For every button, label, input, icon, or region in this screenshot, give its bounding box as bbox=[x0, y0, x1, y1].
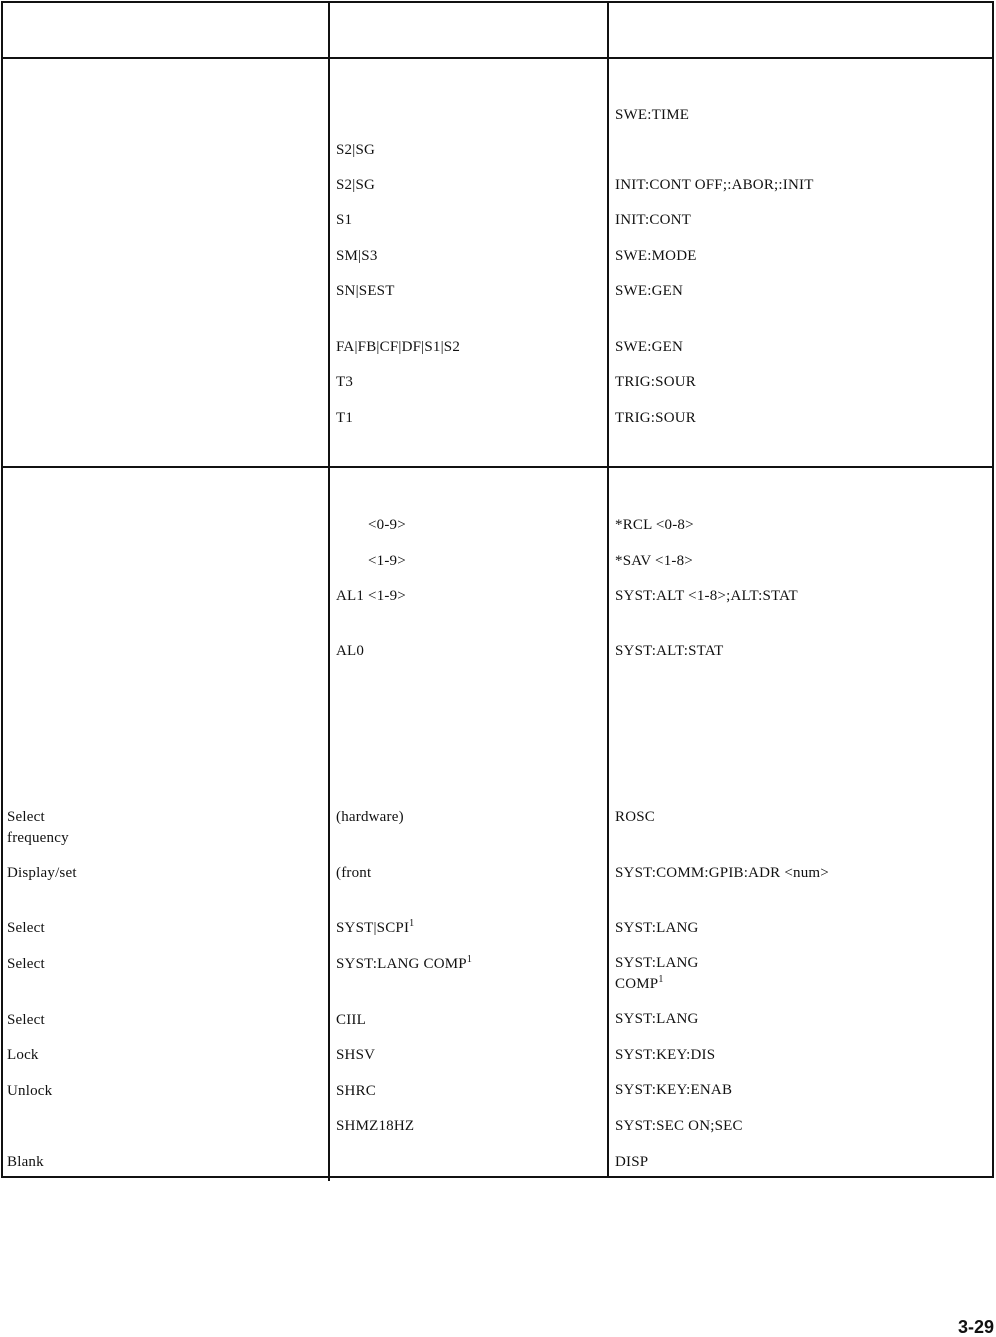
cell-r18-c3: SYST:LANG bbox=[615, 1011, 699, 1027]
cell-r22-c1: Blank bbox=[7, 1154, 44, 1170]
cell-r5-c3: SWE:MODE bbox=[615, 248, 697, 264]
table-border-right bbox=[992, 1, 994, 1178]
table-border-left bbox=[1, 1, 3, 1178]
cell-r18-c2: CIIL bbox=[336, 1012, 366, 1028]
cell-r21-c3: SYST:SEC ON;SEC bbox=[615, 1118, 743, 1134]
table-border-bottom bbox=[1, 1176, 994, 1178]
cell-r8-c3: TRIG:SOUR bbox=[615, 374, 696, 390]
footnote-marker: 1 bbox=[658, 974, 664, 985]
cell-r1-c3: SWE:TIME bbox=[615, 107, 690, 123]
cell-r4-c3: INIT:CONT bbox=[615, 212, 692, 228]
cell-r16-c2-text: SYST|SCPI bbox=[336, 920, 410, 936]
cell-r13-c3: SYST:ALT:STAT bbox=[615, 643, 724, 659]
cell-r14-c3: ROSC bbox=[615, 809, 655, 825]
cell-r14-c2: (hardware) bbox=[336, 809, 404, 825]
column-divider-1 bbox=[328, 1, 330, 1181]
cell-r19-c3: SYST:KEY:DIS bbox=[615, 1047, 716, 1063]
cell-r5-c2: SM|S3 bbox=[336, 248, 378, 264]
cell-r14-c1b: frequency bbox=[7, 830, 69, 846]
cell-r12-c2: AL1 <1-9> bbox=[336, 588, 406, 604]
cell-r18-c1: Select bbox=[7, 1012, 45, 1028]
cell-r13-c2: AL0 bbox=[336, 643, 365, 659]
cell-r20-c2: SHRC bbox=[336, 1083, 376, 1099]
cell-r10-c3: *RCL <0-8> bbox=[615, 517, 694, 533]
cell-r21-c2: SHMZ18HZ bbox=[336, 1118, 415, 1134]
page-number: 3-29 bbox=[957, 1317, 994, 1337]
command-table bbox=[1, 1, 994, 1178]
cell-r4-c2: S1 bbox=[336, 212, 353, 228]
cell-r6-c2: SN|SEST bbox=[336, 283, 395, 299]
cell-r7-c2: FA|FB|CF|DF|S1|S2 bbox=[336, 339, 461, 355]
cell-r19-c1: Lock bbox=[7, 1047, 39, 1063]
cell-r7-c3: SWE:GEN bbox=[615, 339, 684, 355]
cell-r8-c2: T3 bbox=[336, 374, 354, 390]
cell-r22-c3: DISP bbox=[615, 1154, 649, 1170]
cell-r20-c1: Unlock bbox=[7, 1083, 53, 1099]
cell-r16-c1: Select bbox=[7, 920, 45, 936]
cell-r20-c3: SYST:KEY:ENAB bbox=[615, 1082, 733, 1098]
cell-r2-c2: S2|SG bbox=[336, 142, 376, 158]
cell-r17-c3: SYST:LANG bbox=[615, 955, 699, 971]
cell-r9-c3: TRIG:SOUR bbox=[615, 410, 696, 426]
cell-r17-c1: Select bbox=[7, 956, 45, 972]
column-divider-2 bbox=[607, 1, 609, 1178]
cell-r16-c2 bbox=[336, 920, 414, 937]
cell-r15-c2: (front bbox=[336, 865, 372, 881]
cell-r15-c1: Display/set bbox=[7, 865, 77, 881]
cell-r17-c2-text: SYST:LANG COMP bbox=[336, 956, 467, 972]
cell-r16-c3: SYST:LANG bbox=[615, 920, 699, 936]
cell-r11-c3: *SAV <1-8> bbox=[615, 553, 693, 569]
cell-r9-c2: T1 bbox=[336, 410, 354, 426]
cell-r3-c3: INIT:CONT OFF;:ABOR;:INIT bbox=[615, 177, 814, 193]
cell-r17-c3b bbox=[615, 976, 664, 993]
table-border-top bbox=[1, 1, 994, 3]
cell-r15-c3: SYST:COMM:GPIB:ADR <num> bbox=[615, 865, 829, 881]
cell-r10-c2: <0-9> bbox=[368, 517, 406, 533]
cell-r17-c3b-text: COMP bbox=[615, 976, 659, 992]
cell-r12-c3: SYST:ALT <1-8>;ALT:STAT bbox=[615, 588, 798, 604]
cell-r3-c2: S2|SG bbox=[336, 177, 376, 193]
section-rule bbox=[1, 466, 994, 468]
footnote-marker: 1 bbox=[466, 954, 473, 965]
cell-r6-c3: SWE:GEN bbox=[615, 283, 684, 299]
cell-r17-c2 bbox=[336, 956, 472, 973]
header-rule bbox=[1, 57, 994, 59]
cell-r19-c2: SHSV bbox=[336, 1047, 376, 1063]
footnote-marker: 1 bbox=[409, 918, 415, 929]
cell-r14-c1: Select bbox=[7, 809, 45, 825]
cell-r11-c2: <1-9> bbox=[368, 553, 406, 569]
